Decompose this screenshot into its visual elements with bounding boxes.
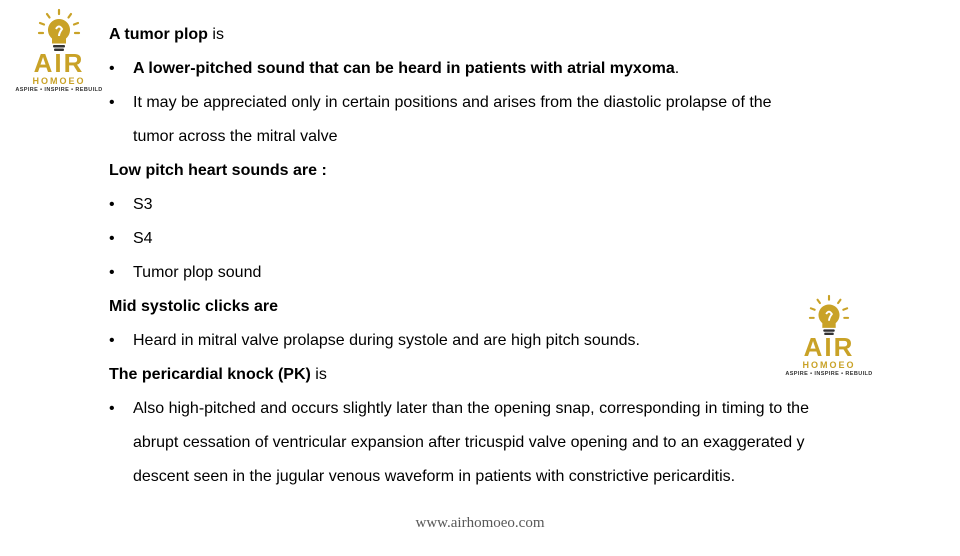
bullet-dot: •: [109, 230, 115, 247]
footer-url: www.airhomoeo.com: [415, 515, 545, 531]
logo-tagline: ASPIRE • INSPIRE • REBUILD: [15, 87, 103, 93]
brand-logo: [16, 8, 102, 95]
logo-word: AIR: [33, 48, 85, 78]
bullet-dot: •: [109, 196, 115, 213]
mid-systolic-heading: Mid systolic clicks are: [109, 298, 278, 315]
slide-content: [109, 22, 909, 498]
list-item: • Also high-pitched and occurs slightly later than the opening snap, corresponding in timing to the: [109, 396, 909, 430]
logo-tagline: ASPIRE • INSPIRE • REBUILD: [785, 371, 873, 377]
bullet-dot: •: [109, 94, 115, 111]
list-item-continuation: descent seen in the jugular venous waveform in patients with constrictive pericarditis.: [133, 468, 736, 485]
lightbulb-icon: [36, 8, 82, 52]
list-item-continuation: abrupt cessation of ventricular expansion after tricuspid valve opening and to an exaggerated y: [133, 434, 805, 451]
logo-subtitle: HOMOEO: [32, 76, 86, 86]
bullet-dot: •: [109, 264, 115, 281]
bullet-dot: •: [109, 60, 115, 77]
logo-word: AIR: [803, 332, 855, 362]
list-item: • S4: [109, 226, 909, 260]
list-item: • S3: [109, 192, 909, 226]
pericardial-knock-heading: The pericardial knock (PK) is: [109, 366, 327, 383]
bullet-dot: •: [109, 400, 115, 417]
low-pitch-heading: Low pitch heart sounds are :: [109, 162, 327, 179]
logo-subtitle: HOMOEO: [802, 360, 856, 370]
list-item: • A lower-pitched sound that can be heard in patients with atrial myxoma.: [109, 56, 909, 90]
list-item-continuation: tumor across the mitral valve: [133, 128, 338, 145]
bullet-dot: •: [109, 332, 115, 349]
list-item: • Heard in mitral valve prolapse during systole and are high pitch sounds.: [109, 328, 909, 362]
lightbulb-icon: [807, 294, 851, 336]
watermark-logo: [785, 294, 873, 379]
tumor-plop-heading: A tumor plop is: [109, 26, 224, 43]
list-item: • Tumor plop sound: [109, 260, 909, 294]
list-item: • It may be appreciated only in certain positions and arises from the diastolic prolapse of the: [109, 90, 909, 124]
